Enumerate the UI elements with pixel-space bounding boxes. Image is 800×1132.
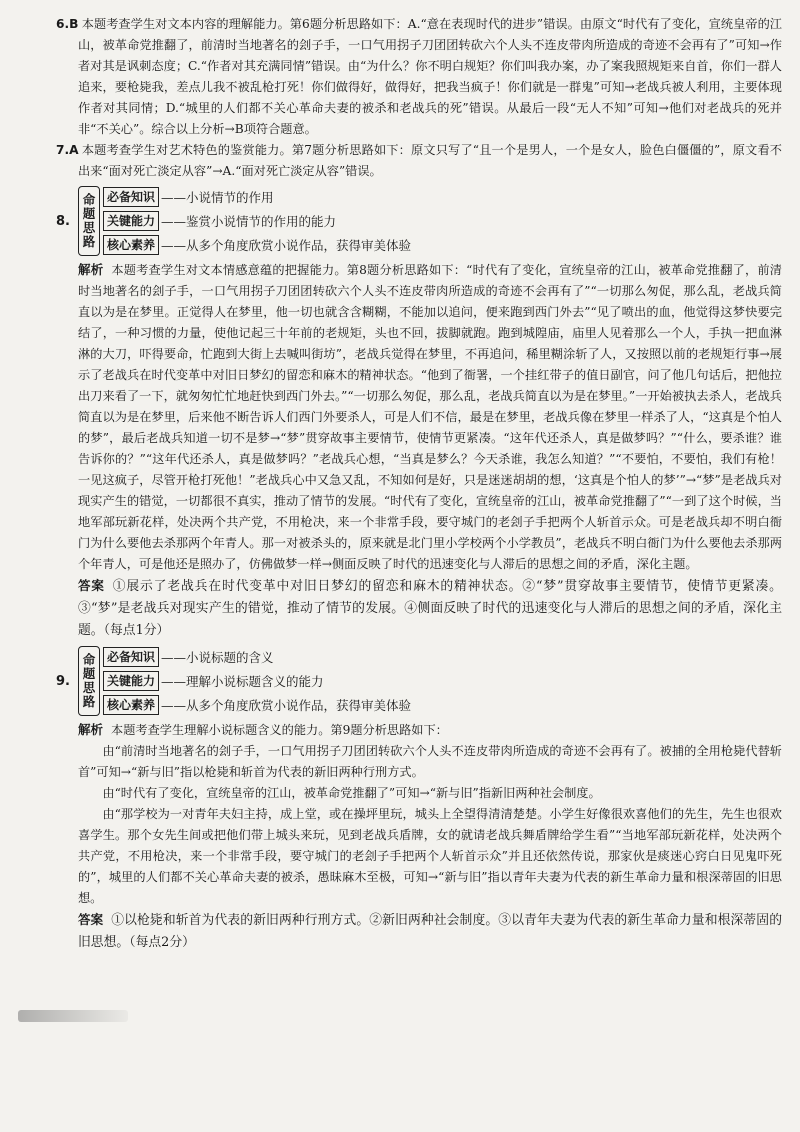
q9-para-3: 由“那学校为一对青年夫妇主持，成上堂，或在操坪里玩，城头上全望得清清楚楚。小学生好像很欢喜他们的先生，先生也很欢喜学生。那个女先生间或把他们带上城头来玩，见到老战兵盾牌，女的就请老战兵舞盾牌给学生看”“当地军部玩新花样，处决两个共产党，不用枪决，来一个非常手段，要守城门的老刽子手把两个人斩首示众”并且还依然传说，那家伙是痰迷心窍白日见鬼吓死的”，城里的人们都不关心革命夫妻的被杀，愚昧麻木至极，可知→“新与旧”指以青年夫妻为代表的新生革命力量和根深蒂固的旧思想。 — [78, 807, 782, 905]
tag-knowledge: 必备知识 — [103, 187, 159, 207]
q9-vertical-label: 命 题 思 路 — [78, 646, 100, 716]
q7-text: 本题考查学生对艺术特色的鉴赏能力。第7题分析思路如下：原文只写了“且一个是男人，一个是女人，脸色白僵僵的”，原文看不出来“面对死亡淡定从容”→A.“面对死亡淡定从容”错误。 — [78, 143, 782, 178]
q7-number: 7.A — [56, 143, 79, 157]
q7-block — [56, 140, 782, 182]
q6-block — [56, 14, 782, 140]
q9-thinking-box — [56, 646, 782, 716]
q9-row-literacy: 核心素养 ——从多个角度欣赏小说作品，获得审美体验 — [103, 695, 411, 716]
q6-number: 6.B — [56, 17, 79, 31]
q8-analysis-label: 解析 — [78, 262, 104, 277]
q6-text: 本题考查学生对文本内容的理解能力。第6题分析思路如下：A.“意在表现时代的进步”错误。由原文“时代有了变化，宣统皇帝的江山，被革命党推翻了，前清时当地著名的刽子手，一口气用拐子刀团团转砍六个人头不连皮带肉所造成的奇迹不会再有了”可知→作者对其是讽刺态度；C.“作者对其充满同情”错误。由“为什么？你不明白规矩？你们叫我办案，办了案我照规矩来自首，你们一群人追来，要枪毙我，差点儿我不被乱枪打死！你们做得好，做得好，把我当疯子！你们就是一群鬼”可知→老战兵被人利用，主要体现作者对其同情；D.“城里的人们都不关心革命夫妻的被杀和老战兵的死”错误。从最后一段“无人不知”可知→他们对老战兵的死并非“不关心”。综合以上分析→B项符合题意。 — [78, 17, 782, 136]
q8-row-literacy: 核心素养 ——从多个角度欣赏小说作品，获得审美体验 — [103, 235, 411, 256]
q8-thinking-box — [56, 186, 782, 256]
q8-row-knowledge: 必备知识 ——小说情节的作用 — [103, 187, 411, 208]
q9-answer-label: 答案 — [78, 912, 104, 927]
q9-row-knowledge: 必备知识 ——小说标题的含义 — [103, 647, 411, 668]
q9-para-1: 由“前清时当地著名的刽子手，一口气用拐子刀团团转砍六个人头不连皮带肉所造成的奇迹不会再有了。被捕的全用枪毙代替斩首”可知→“新与旧”指以枪毙和斩首为代表的新旧两种行刑方式。 — [78, 744, 782, 779]
scan-smudge — [18, 1010, 128, 1022]
answer-page — [56, 14, 782, 954]
tag-ability: 关键能力 — [103, 211, 159, 231]
q8-answer-label: 答案 — [78, 578, 105, 593]
q8-analysis: 解析 本题考查学生对文本情感意蕴的把握能力。第8题分析思路如下：“时代有了变化，宣统皇帝的江山，被革命党推翻了，前清时当地著名的刽子手，一口气用拐子刀团团转砍六个人头不连皮带肉所造成的奇迹不会再有了”“一切那么匆促，那么乱，老战兵简直以为是在梦里。正觉得人在梦里，他一切也就含含糊糊，不能加以追问，便来跑到西门外去”“见了喷出的血，他觉得这梦快要完结了，一种习惯的力量，使他记起三十年前的老规矩，头也不回，拔脚就跑。跑到城隍庙，庙里人见着那么一个人，手执一把血淋淋的大刀，吓得要命，忙跑到大街上去喊叫街坊”，老战兵觉得在梦里，不再追问，稀里糊涂斩了人，又按照以前的老规矩行事→展示了老战兵在时代变革中对旧日梦幻的留恋和麻木的精神状态。“他到了衙署，一个挂红带子的值日副官，问了他几句话后，把他拉出刀来看了一下，就匆匆忙忙地赶快到西门外去。”“一切那么匆促，那么乱，老战兵简直以为是在梦里。”一开始被执去杀人，老战兵简直以为是在梦里，后来他不断告诉人们西门外要杀人，可是人们不信，最是在梦里，老战兵像在梦里一样杀了人，“这真是个怕人的梦”，最后老战兵知道一切不是梦→“梦”贯穿故事主要情节，使情节更紧凑。“这年代还杀人，真是做梦吗？”“什么，要杀谁？谁告诉你的？”“这年代还杀人，真是做梦吗？”老战兵心想，“当真是梦么？今天杀谁，我怎么知道？”“不要怕，不要怕，我们有枪！一见这疯子，尽管开枪打死他！”老战兵心中又急又乱，不知如何是好，只是迷迷胡胡的想，‘这真是个怕人的梦’”→“梦”是老战兵对现实产生的错觉，一切都很不真实，推动了情节的发展。“时代有了变化，宣统皇帝的江山，被革命党推翻了”“一到了这个时候，当地军部玩新花样，处决两个共产党，不用枪决，来一个非常手段，要守城门的老刽子手把两个人斩首示众。可是老战兵却不明白衙门为什么要他去杀那两个年青人。那一对被杀头的，原来就是北门里小学校两个小学教员”，老战兵不明白衙门为什么要他去杀那两个年青人，可是他还是照办了，仿佛做梦一样→侧面反映了时代的迅速变化与人滞后的思想之间的矛盾，深化主题。 — [78, 262, 782, 571]
q9-number: 9. — [56, 674, 70, 689]
tag-literacy: 核心素养 — [103, 235, 159, 255]
q8-row-ability: 关键能力 ——鉴赏小说情节的作用的能力 — [103, 211, 411, 232]
q9-analysis: 解析 本题考查学生理解小说标题含义的能力。第9题分析思路如下： — [78, 722, 448, 737]
q9-answer: 答案 ①以枪毙和斩首为代表的新旧两种行刑方式。②新旧两种社会制度。③以青年夫妻为代表的新生革命力量和根深蒂固的旧思想。（每点2分） — [78, 912, 782, 950]
q8-answer: 答案 ①展示了老战兵在时代变革中对旧日梦幻的留恋和麻木的精神状态。②“梦”贯穿故事主要情节，使情节更紧凑。③“梦”是老战兵对现实产生的错觉，推动了情节的发展。④侧面反映了时代的迅速变化与人滞后的思想之间的矛盾，深化主题。（每点1分） — [78, 578, 782, 638]
q8-number: 8. — [56, 214, 70, 229]
q9-para-2: 由“时代有了变化，宣统皇帝的江山，被革命党推翻了”可知→“新与旧”指新旧两种社会制度。 — [102, 786, 601, 800]
q8-vertical-label: 命 题 思 路 — [78, 186, 100, 256]
q9-row-ability: 关键能力 ——理解小说标题含义的能力 — [103, 671, 411, 692]
q9-analysis-label: 解析 — [78, 722, 104, 737]
